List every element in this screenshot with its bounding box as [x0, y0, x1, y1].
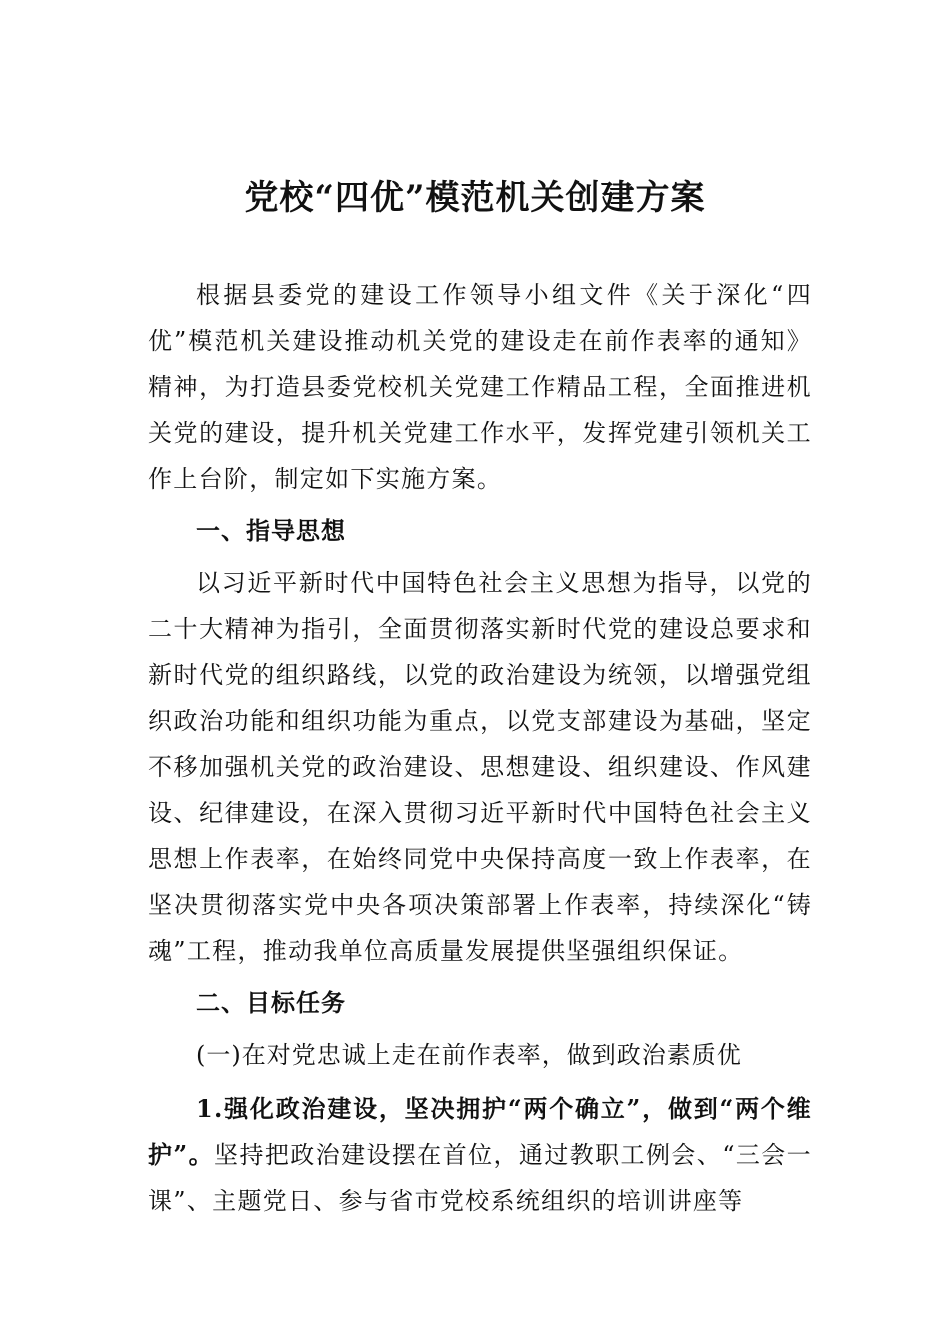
document-body	[148, 272, 812, 1224]
section-heading-guiding-ideology: 一、指导思想	[196, 517, 346, 545]
guiding-ideology-paragraph: 以习近平新时代中国特色社会主义思想为指导，以党的二十大精神为指引，全面贯彻落实新时代党的建设总要求和新时代党的组织路线，以党的政治建设为统领，以增强党组织政治功能和组织功能为重点，以党支部建设为基础，坚定不移加强机关党的政治建设、思想建设、组织建设、作风建设、纪律建设，在深入贯彻习近平新时代中国特色社会主义思想上作表率，在始终同党中央保持高度一致上作表率，在坚决贯彻落实党中央各项决策部署上作表率，持续深化“铸魂”工程，推动我单位高质量发展提供坚强组织保证。	[148, 569, 812, 965]
item-1-text: 坚持把政治建设摆在首位，通过教职工例会、“三会一课”、主题党日、参与省市党校系统组织的培训讲座等	[148, 1141, 812, 1215]
item-1-paragraph	[148, 1086, 812, 1224]
section-heading-goals: 二、目标任务	[196, 989, 346, 1017]
intro-paragraph: 根据县委党的建设工作领导小组文件《关于深化“四优”模范机关建设推动机关党的建设走在前作表率的通知》精神，为打造县委党校机关党建工作精品工程，全面推进机关党的建设，提升机关党建工作水平，发挥党建引领机关工作上台阶，制定如下实施方案。	[148, 281, 812, 493]
item-1-lead: 1.强化政治建设，坚决拥护“两个确立”，做到“两个维护”。	[148, 1094, 812, 1169]
document-title: 党校“四优”模范机关创建方案	[244, 178, 706, 218]
subsection-heading-loyalty: (一)在对党忠诚上走在前作表率，做到政治素质优	[196, 1041, 742, 1069]
